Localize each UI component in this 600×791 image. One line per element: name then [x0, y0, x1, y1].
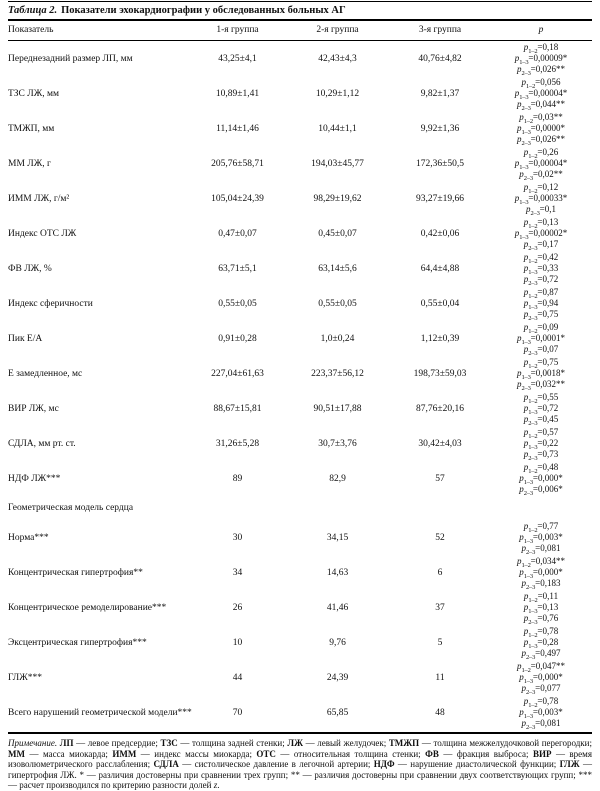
footnote-text: ТЗС [160, 738, 178, 748]
footnote-text: — толщина задней стенки; [177, 738, 288, 748]
p-values-cell [490, 41, 592, 77]
p-values-cell [490, 555, 592, 590]
group1-value: 11,14±1,46 [216, 123, 259, 134]
table-row [8, 660, 592, 695]
group3-value: 1,12±0,39 [420, 333, 460, 344]
group1-value: 44 [232, 672, 243, 683]
p-value: $p_{1-2}=0,77$ [523, 521, 559, 534]
table-row [8, 321, 592, 356]
p-value: $p_{1-2}=0,42$ [523, 252, 559, 265]
group1-value: 70 [232, 707, 243, 718]
group1-value: 88,67±15,81 [213, 403, 262, 414]
p-value: $p_{1-3}=0,00033*$ [514, 193, 568, 206]
p-values-cell [490, 426, 592, 461]
group3-value: 9,92±1,36 [420, 123, 460, 134]
group3-value: 48 [435, 707, 445, 718]
indicator-cell: НДФ ЛЖ*** [8, 473, 61, 484]
table-row [8, 625, 592, 660]
p-values-cell [490, 216, 592, 251]
p-value: $p_{2-3}=0,077$ [521, 683, 561, 696]
p-value: $p_{2-3}=0,081$ [521, 543, 561, 556]
p-value: $p_{1-2}=0,09$ [523, 322, 559, 335]
p-value: $p_{2-3}=0,026**$ [517, 64, 565, 77]
table-row [8, 520, 592, 555]
group1-value: 0,47±0,07 [218, 228, 257, 239]
p-value: $p_{1-2}=0,48$ [523, 462, 559, 475]
group3-value: 93,27±19,66 [416, 193, 464, 204]
footnote-text: — фракция выброса; [438, 748, 533, 759]
footnote-text: ФВ [425, 748, 439, 759]
group2-value: 1,0±0,24 [320, 333, 355, 344]
indicator-cell: Пик Е/А [8, 333, 43, 344]
footnote-text: ГЛЖ [559, 759, 580, 770]
group3-value: 0,55±0,04 [420, 298, 460, 309]
table-row [8, 555, 592, 590]
p-value: $p_{1-3}=0,000*$ [519, 672, 563, 685]
p-value: $p_{1-3}=0,000*$ [519, 473, 563, 486]
p-values-cell [490, 590, 592, 625]
group2-value: 30,7±3,76 [318, 438, 357, 449]
group1-value: 30 [232, 532, 243, 543]
group3-value: 87,76±20,16 [416, 403, 464, 414]
p-value: $p_{2-3}=0,497$ [521, 648, 561, 661]
footnote-text: . [217, 780, 220, 791]
indicator-cell: ФВ ЛЖ, % [8, 263, 52, 274]
group1-value: 26 [232, 602, 243, 613]
p-value: $p_{1-3}=0,003*$ [519, 707, 563, 720]
group3-value: 37 [435, 602, 445, 613]
group3-value: 57 [435, 473, 445, 484]
p-value: $p_{2-3}=0,081$ [521, 718, 561, 731]
footnote-text: — нарушение диастолической функции; [394, 759, 560, 770]
p-value: $p_{2-3}=0,45$ [523, 414, 559, 427]
group2-value: 98,29±19,62 [313, 193, 362, 204]
table-row [8, 461, 592, 496]
p-value: $p_{1-3}=0,33$ [523, 263, 559, 276]
footnote-text: НДФ [373, 759, 395, 770]
footnote-text: — масса миокарда; [25, 748, 113, 759]
table-row [8, 391, 592, 426]
p-value: $p_{1-3}=0,94$ [523, 298, 559, 311]
indicator-cell: Эксцентрическая гипертрофия*** [8, 637, 147, 648]
footnote-text: — систолическое давление в легочной артерии; [178, 759, 374, 770]
footnote-text: — гипертрофия ЛЖ. * — различия достоверны при сравнении трех групп; ** — различия достоверны при сравнении двух соответствующих групп; *** — расчет производился по критерию разности долей [8, 759, 593, 791]
indicator-cell: Индекс ОТС ЛЖ [8, 228, 77, 239]
group1-value: 34 [232, 567, 243, 578]
indicator-cell: ТЗС ЛЖ, мм [8, 88, 60, 99]
group1-value: 10,89±1,41 [215, 88, 260, 99]
p-value: $p_{1-2}=0,26$ [523, 147, 559, 160]
p-value: $p_{1-2}=0,034**$ [517, 556, 565, 569]
table-header [8, 21, 592, 41]
footnote-text: — индекс массы миокарда; [136, 748, 257, 759]
indicator-cell: Концентрическая гипертрофия** [8, 567, 143, 578]
p-values-cell [490, 660, 592, 695]
indicator-cell: ТМЖП, мм [8, 123, 55, 134]
table-row [8, 695, 592, 730]
table-number: Таблица 2. [8, 5, 58, 16]
indicator-cell: Индекс сферичности [8, 298, 93, 309]
table-row [8, 146, 592, 181]
table-caption: Показатели эхокардиографии у обследованных больных АГ [61, 5, 346, 16]
p-value: $p_{1-3}=0,13$ [523, 602, 559, 615]
group1-value: 10 [232, 637, 243, 648]
p-value: $p_{2-3}=0,73$ [523, 449, 559, 462]
p-value: $p_{1-2}=0,11$ [523, 591, 559, 604]
p-value: $p_{1-2}=0,047**$ [517, 661, 565, 674]
group3-value: 172,36±50,5 [416, 158, 464, 169]
indicator-cell: Е замедленное, мс [8, 368, 83, 379]
group1-value: 0,55±0,05 [218, 298, 257, 309]
group1-value: 227,04±61,63 [211, 368, 264, 379]
p-value: $p_{1-2}=0,78$ [523, 626, 559, 639]
indicator-cell: ГЛЖ*** [8, 672, 42, 683]
indicator-cell: Переднезадний размер ЛП, мм [8, 53, 133, 64]
group3-value: 9,82±1,37 [420, 88, 460, 99]
p-values-cell [490, 251, 592, 286]
footnote-text: — толщина межжелудочковой перегородки; [419, 738, 592, 748]
indicator-cell: Всего нарушений геометрической модели*** [8, 707, 192, 718]
group2-value: 82,9 [329, 473, 346, 484]
table-row [8, 356, 592, 391]
footnote-text: ЛП [59, 738, 74, 748]
group2-value: 34,15 [326, 532, 349, 543]
group3-value: 40,76±4,82 [418, 53, 462, 64]
p-values-cell [490, 181, 592, 216]
p-value: $p_{1-2}=0,75$ [523, 357, 559, 370]
p-values-cell [490, 286, 592, 321]
p-value: $p_{2-3}=0,006*$ [519, 484, 563, 497]
echocardiography-table [8, 21, 592, 730]
group2-value: 0,55±0,05 [318, 298, 357, 309]
section-row [8, 496, 592, 520]
p-value: $p_{1-2}=0,12$ [523, 182, 559, 195]
group3-value: 52 [435, 532, 445, 543]
p-values-cell [490, 356, 592, 391]
footnote-text: — левое предсердие; [73, 738, 161, 748]
p-value: $p_{1-3}=0,72$ [523, 403, 559, 416]
column-header-indicator: Показатель [8, 21, 190, 41]
footnote-text: — левый желудочек; [302, 738, 389, 748]
p-values-cell [490, 321, 592, 356]
group3-value: 6 [437, 567, 443, 578]
footnote-text: ВИР [532, 748, 552, 759]
p-value: $p_{2-3}=0,07$ [523, 344, 559, 357]
p-value: $p_{1-3}=0,00009*$ [514, 53, 568, 66]
group1-value: 0,91±0,28 [218, 333, 257, 344]
table-body [8, 41, 592, 731]
p-value: $p_{1-2}=0,55$ [523, 392, 559, 405]
group2-value: 63,14±5,6 [318, 263, 357, 274]
footnote [8, 732, 592, 791]
group2-value: 9,76 [329, 637, 346, 648]
p-value: $p_{1-3}=0,00002*$ [514, 228, 568, 241]
footnote-text: ИММ [112, 748, 137, 759]
p-values-cell [490, 146, 592, 181]
group1-value: 31,26±5,28 [215, 438, 260, 449]
table-row [8, 251, 592, 286]
p-value: $p_{1-3}=0,28$ [523, 637, 559, 650]
section-label: Геометрическая модель сердца [8, 503, 134, 513]
group2-value: 90,51±17,88 [313, 403, 362, 414]
table-row [8, 76, 592, 111]
group2-value: 223,37±56,12 [311, 368, 364, 379]
footnote-text: z [213, 780, 218, 791]
group1-value: 89 [232, 473, 243, 484]
footnote-text: ОТС [256, 748, 276, 759]
p-values-cell [490, 695, 592, 730]
table-title [8, 1, 592, 21]
p-values-cell [490, 625, 592, 660]
group2-value: 42,43±4,3 [318, 53, 357, 64]
p-value: $p_{2-3}=0,032**$ [517, 379, 565, 392]
group2-value: 0,45±0,07 [318, 228, 357, 239]
table-row [8, 216, 592, 251]
group2-value: 24,39 [326, 672, 349, 683]
group3-value: 64,4±4,88 [420, 263, 460, 274]
table-row [8, 426, 592, 461]
column-header-p: p [490, 21, 592, 41]
p-value: $p_{2-3}=0,183$ [521, 578, 561, 591]
p-value: $p_{1-2}=0,13$ [523, 217, 559, 230]
p-values-cell [490, 76, 592, 111]
p-value: $p_{1-2}=0,03**$ [519, 112, 563, 125]
footnote-text: ММ [8, 748, 25, 759]
p-value: $p_{1-2}=0,78$ [523, 696, 559, 709]
indicator-cell: Концентрическое ремоделирование*** [8, 602, 167, 613]
group3-value: 11 [435, 672, 445, 683]
p-value: $p_{1-2}=0,87$ [523, 287, 559, 300]
p-values-cell [490, 111, 592, 146]
p-value: $p_{1-2}=0,056$ [521, 77, 561, 90]
group2-value: 194,03±45,77 [311, 158, 364, 169]
group1-value: 43,25±4,1 [218, 53, 257, 64]
table-row [8, 590, 592, 625]
table-row [8, 111, 592, 146]
indicator-cell: СДЛА, мм рт. ст. [8, 438, 76, 449]
table-row [8, 41, 592, 77]
p-value: $p_{1-3}=0,000*$ [519, 567, 563, 580]
indicator-cell: ММ ЛЖ, г [8, 158, 51, 169]
p-value: $p_{1-3}=0,00004*$ [514, 88, 568, 101]
group3-value: 5 [437, 637, 443, 648]
group3-value: 0,42±0,06 [420, 228, 460, 239]
p-value: $p_{1-2}=0,57$ [523, 427, 559, 440]
p-value: $p_{2-3}=0,76$ [523, 613, 559, 626]
p-value: $p_{2-3}=0,17$ [523, 239, 559, 252]
p-value: $p_{1-3}=0,0018*$ [517, 368, 565, 381]
p-value: $p_{1-2}=0,18$ [523, 42, 559, 55]
group1-value: 205,76±58,71 [211, 158, 264, 169]
group2-value: 41,46 [326, 602, 349, 613]
table-row [8, 181, 592, 216]
p-values-cell [490, 520, 592, 555]
group2-value: 10,29±1,12 [315, 88, 360, 99]
group3-value: 30,42±4,03 [418, 438, 462, 449]
group3-value: 198,73±59,03 [413, 368, 467, 379]
indicator-cell: Норма*** [8, 532, 49, 543]
footnote-text: СДЛА [153, 759, 179, 770]
p-value: $p_{2-3}=0,75$ [523, 309, 559, 322]
p-value: $p_{1-3}=0,0000*$ [517, 123, 565, 136]
p-values-cell [490, 461, 592, 496]
footnote-text: Примечание. [8, 738, 58, 748]
group2-value: 65,85 [326, 707, 349, 718]
p-value: $p_{2-3}=0,1$ [526, 204, 556, 217]
p-value: $p_{1-3}=0,22$ [523, 438, 559, 451]
group1-value: 105,04±24,39 [211, 193, 264, 204]
footnote-text: — относительная толщина стенки; [275, 748, 426, 759]
p-value: $p_{1-3}=0,003*$ [519, 532, 563, 545]
p-value: $p_{2-3}=0,026**$ [517, 134, 565, 147]
column-header-group3: 3-я группа [390, 21, 490, 41]
footnote-text: ЛЖ [287, 738, 303, 748]
group2-value: 10,44±1,1 [318, 123, 357, 134]
footnote-text: — время изоволюметрического расслабления; [8, 748, 592, 770]
group2-value: 14,63 [326, 567, 349, 578]
table-row [8, 286, 592, 321]
footnote-text: ТМЖП [388, 738, 420, 748]
p-value: $p_{2-3}=0,044**$ [517, 99, 565, 112]
column-header-group2: 2-я группа [285, 21, 390, 41]
p-value: $p_{1-3}=0,0001*$ [517, 333, 565, 346]
p-value: $p_{2-3}=0,72$ [523, 274, 559, 287]
indicator-cell: ИММ ЛЖ, г/м² [8, 193, 70, 204]
group1-value: 63,71±5,1 [218, 263, 257, 274]
header-row [8, 21, 592, 41]
column-header-group1: 1-я группа [190, 21, 285, 41]
p-value: $p_{1-3}=0,00004*$ [514, 158, 568, 171]
indicator-cell: ВИР ЛЖ, мс [8, 403, 59, 414]
p-values-cell [490, 391, 592, 426]
p-value: $p_{2-3}=0,02**$ [519, 169, 563, 182]
